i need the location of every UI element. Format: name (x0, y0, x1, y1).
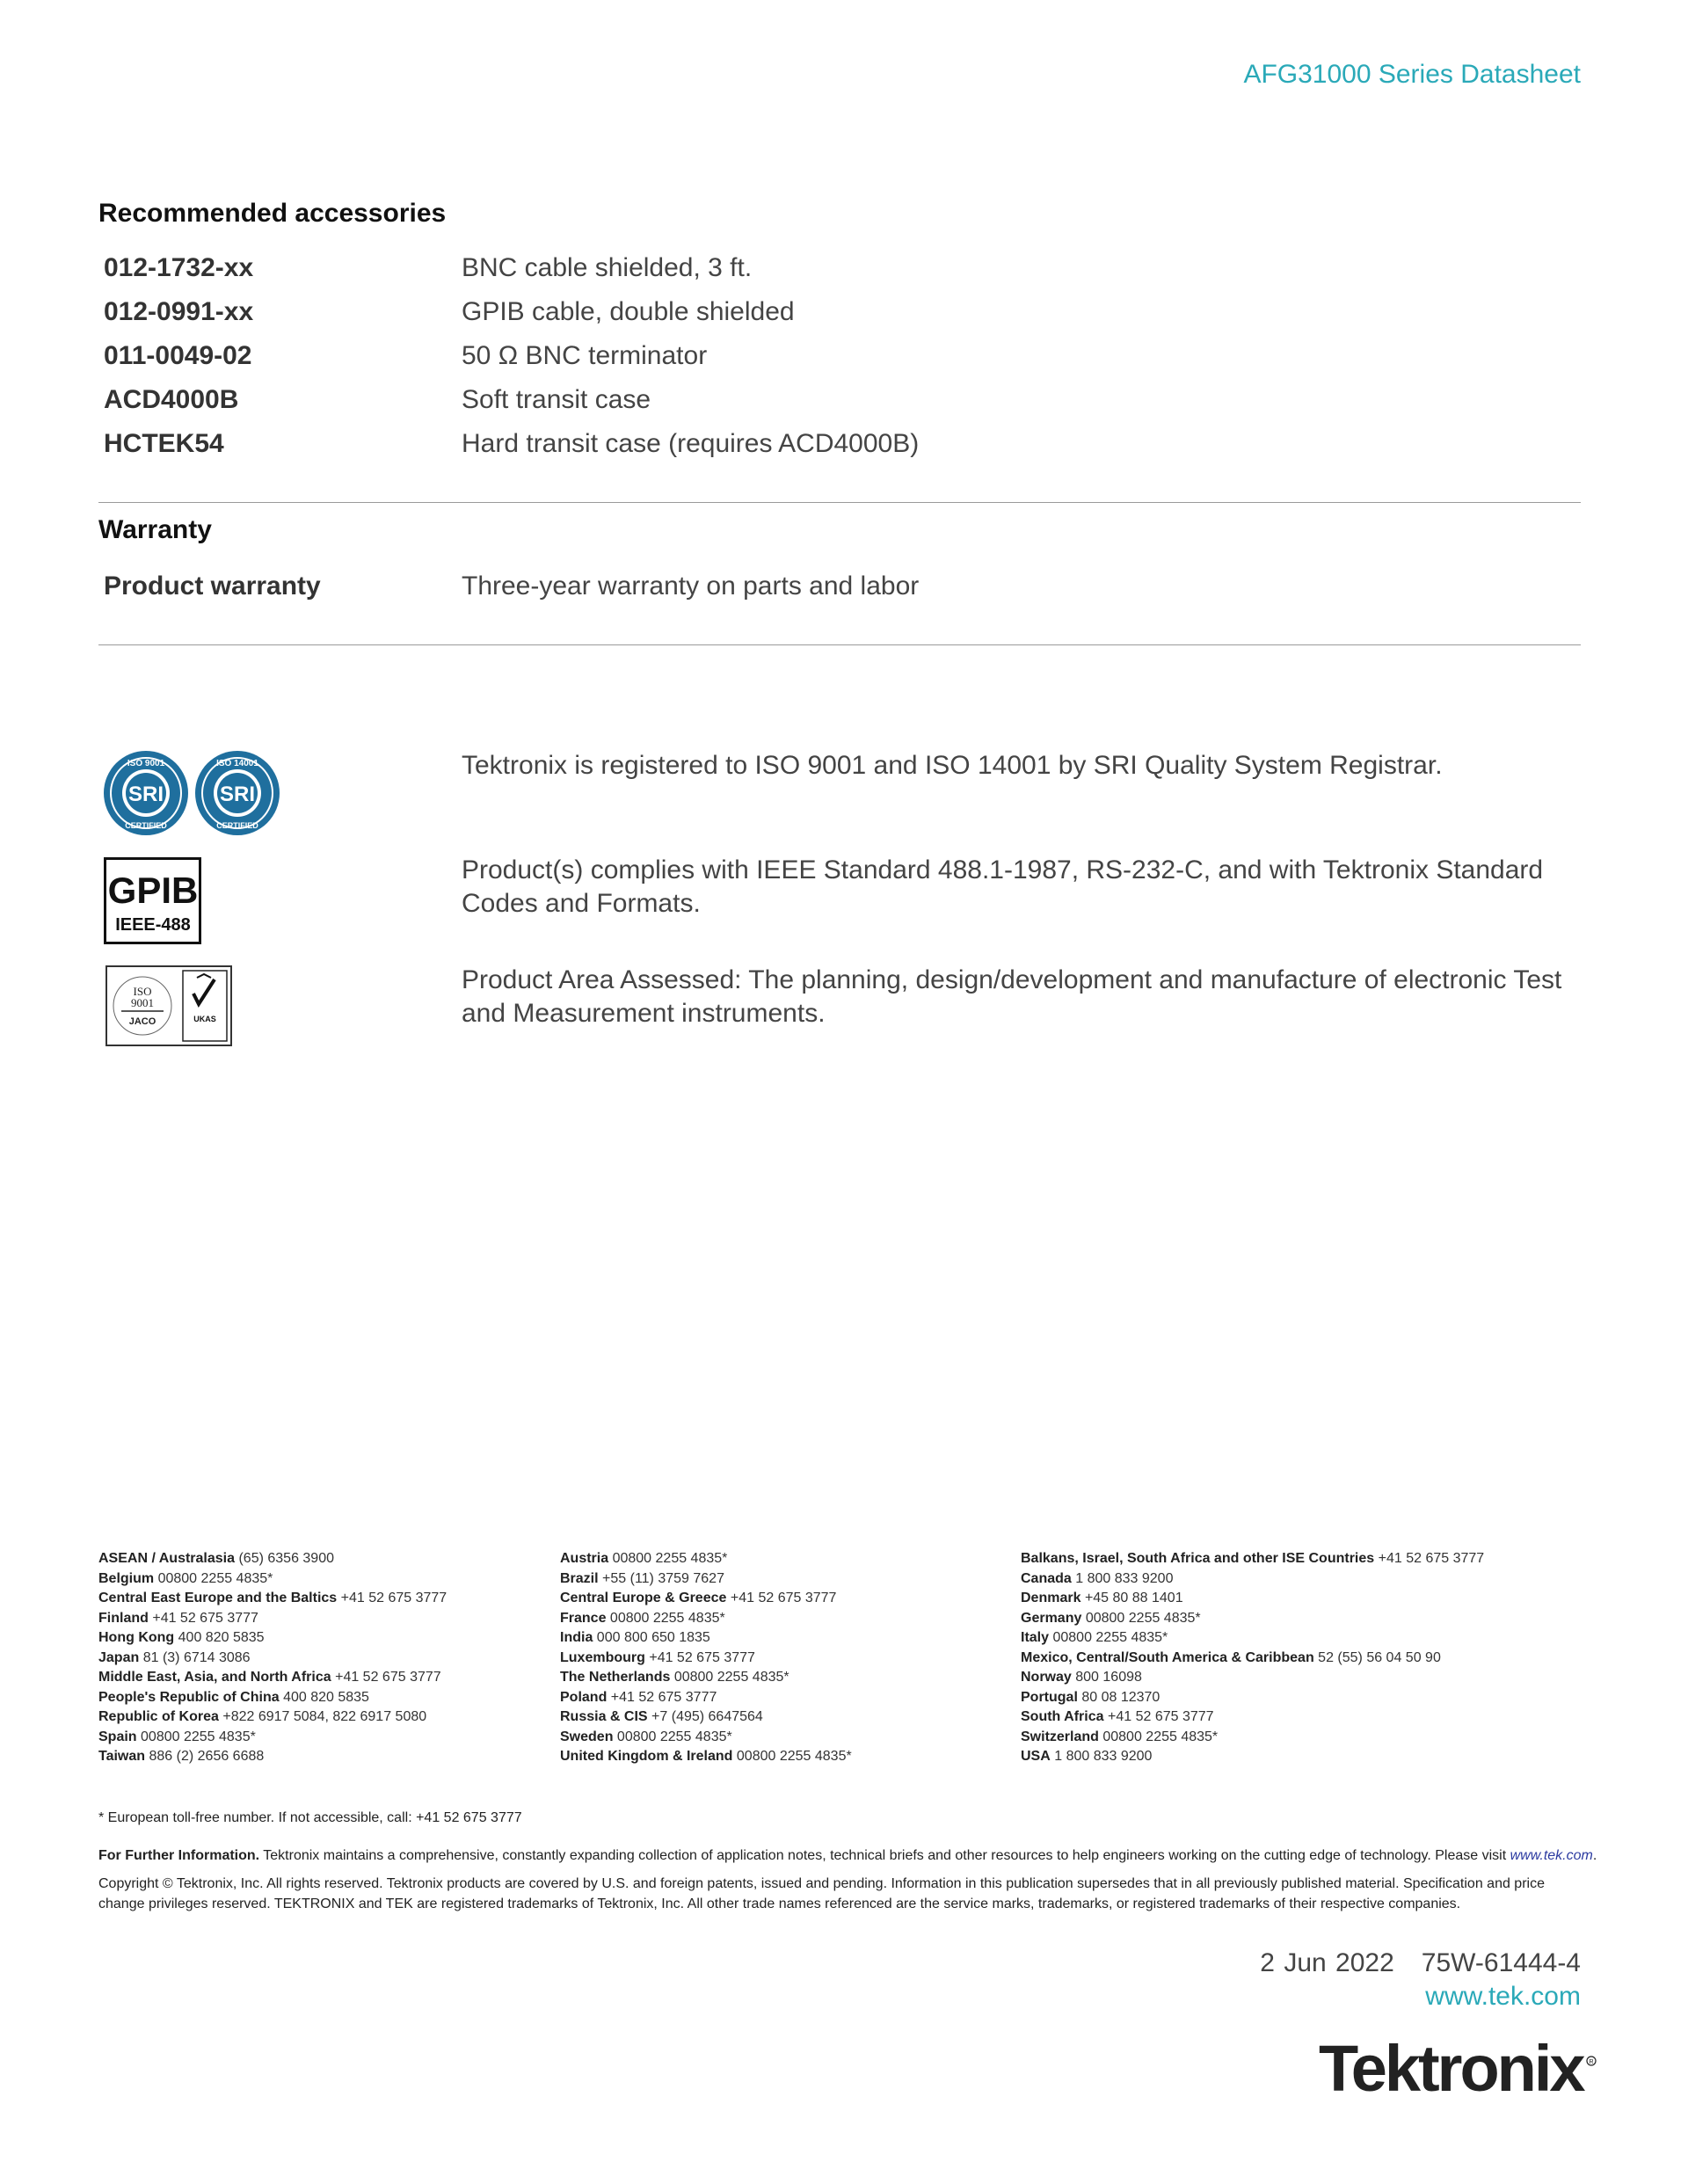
contact-region: Central East Europe and the Baltics (98, 1591, 338, 1605)
contact-entry (560, 1707, 852, 1728)
gpib-compliance-text: Product(s) complies with IEEE Standard 488.1-1987, RS-232-C, and with Tektronix Standard Codes and Formats. (462, 855, 1544, 918)
section-divider (98, 644, 1581, 645)
accessory-desc: 50 Ω BNC terminator (462, 341, 708, 370)
contact-region: Belgium (98, 1570, 155, 1586)
contact-entry (98, 1609, 447, 1629)
contact-region: Norway (1021, 1670, 1072, 1685)
ukas-badge-label: UKAS (193, 1015, 216, 1023)
copyright-notice: Copyright © Tektronix, Inc. All rights reserved. Tektronix products are covered by U.S. and foreign patents, issued and pending. Information in this publication supersedes that in all previously published material. Specification and price change privileges reserved. TEKTRONIX and TEK are registered trademarks of Tektronix, Inc. All other trade names referenced are the service marks, trademarks, or registered trademarks of their respective companies. (98, 1876, 1545, 1911)
sri-badge-2-bottom: CERTIFIED (216, 821, 258, 830)
contact-region: Hong Kong (98, 1630, 175, 1645)
contact-entry (1021, 1688, 1484, 1708)
contact-phone: +41 52 675 3777 (610, 1689, 717, 1705)
contact-phone: (65) 6356 3900 (238, 1551, 334, 1566)
contact-phone: 886 (2) 2656 6688 (149, 1749, 265, 1764)
contact-region: Central Europe & Greece (560, 1591, 727, 1605)
contact-entry (1021, 1668, 1484, 1688)
website-link[interactable]: www.tek.com (1425, 1982, 1581, 2011)
sri-badge-1-bottom: CERTIFIED (125, 821, 167, 830)
contact-entry (560, 1549, 852, 1569)
accessory-row (104, 246, 1598, 290)
contact-entry (560, 1628, 852, 1649)
gpib-badge-line2: IEEE-488 (115, 915, 191, 935)
accessory-row (104, 422, 1598, 466)
contact-region: Spain (98, 1729, 137, 1744)
sri-badge-1-top: ISO 9001 (127, 759, 165, 768)
iso-badge-number: 9001 (131, 996, 154, 1009)
warranty-value: Three-year warranty on parts and labor (462, 571, 920, 601)
contact-phone: 00800 2255 4835* (673, 1670, 789, 1685)
contact-region: Brazil (560, 1570, 599, 1586)
contact-phone: 00800 2255 4835* (736, 1749, 852, 1764)
contact-phone: 000 800 650 1835 (596, 1630, 710, 1645)
contact-phone: +41 52 675 3777 (335, 1670, 441, 1685)
contact-region: Germany (1021, 1610, 1082, 1626)
further-information-label: For Further Information. (98, 1848, 260, 1863)
contact-entry (98, 1649, 447, 1669)
contact-region: People's Republic of China (98, 1689, 280, 1705)
contacts-column-1 (98, 1549, 447, 1767)
contact-entry (98, 1589, 447, 1609)
contact-region: Poland (560, 1689, 608, 1705)
tektronix-logo (1319, 2033, 1598, 2101)
contact-entry (1021, 1728, 1484, 1748)
warranty-row (104, 564, 1598, 608)
contact-entry (98, 1707, 447, 1728)
contact-region: South Africa (1021, 1709, 1104, 1724)
gpib-badge-line1: GPIB (107, 870, 199, 911)
contact-phone: 1 800 833 9200 (1075, 1570, 1174, 1586)
contact-region: Russia & CIS (560, 1709, 648, 1724)
contact-phone: 400 820 5835 (283, 1689, 369, 1705)
accessory-code: 011-0049-02 (104, 341, 252, 370)
accessory-code: 012-0991-xx (104, 297, 254, 326)
contact-entry (1021, 1549, 1484, 1569)
accessory-desc: Hard transit case (requires ACD4000B) (462, 429, 920, 458)
contact-phone: 00800 2255 4835* (612, 1551, 728, 1566)
iso-badge-jaco: JACO (128, 1016, 156, 1027)
contact-entry (560, 1589, 852, 1609)
contact-entry (1021, 1589, 1484, 1609)
contact-phone: +7 (495) 6647564 (651, 1709, 763, 1724)
further-information: For Further Information. Tektronix maintains a comprehensive, constantly expanding collection of application notes, technical briefs and other resources to help engineers working on the cutting edge of technology. Please visit www.tek.com. (98, 1848, 1597, 1863)
contact-region: France (560, 1610, 607, 1626)
sri-badge-2-center: SRI (219, 783, 256, 806)
contact-phone: +55 (11) 3759 7627 (602, 1570, 724, 1586)
contact-phone: 800 16098 (1075, 1670, 1142, 1685)
contact-phone: +41 52 675 3777 (1107, 1709, 1214, 1724)
contact-region: Middle East, Asia, and North Africa (98, 1670, 331, 1685)
contact-region: Austria (560, 1551, 609, 1566)
contact-region: Switzerland (1021, 1729, 1099, 1744)
contact-entry (560, 1609, 852, 1629)
contact-region: Taiwan (98, 1749, 146, 1764)
contacts-column-3 (1021, 1549, 1484, 1767)
contact-region: Canada (1021, 1570, 1072, 1586)
contact-entry (560, 1569, 852, 1590)
contact-entry (560, 1668, 852, 1688)
contact-phone: 00800 2255 4835* (609, 1610, 725, 1626)
contact-region: Portugal (1021, 1689, 1078, 1705)
contact-phone: 00800 2255 4835* (616, 1729, 732, 1744)
accessory-code: ACD4000B (104, 385, 239, 414)
toll-free-footnote: * European toll-free number. If not accessible, call: +41 52 675 3777 (98, 1810, 522, 1825)
contact-region: Republic of Korea (98, 1709, 219, 1724)
contact-region: Balkans, Israel, South Africa and other ISE Countries (1021, 1551, 1375, 1566)
contact-entry (1021, 1628, 1484, 1649)
sri-badge-1-center: SRI (127, 783, 164, 806)
contact-phone: 400 820 5835 (178, 1630, 265, 1645)
contact-phone: +822 6917 5084, 822 6917 5080 (222, 1709, 427, 1724)
contact-region: USA (1021, 1749, 1051, 1764)
svg-text:R: R (1589, 2059, 1594, 2065)
contact-phone: 00800 2255 4835* (1102, 1729, 1219, 1744)
sri-certification-text: Tektronix is registered to ISO 9001 and ISO 14001 by SRI Quality System Registrar. (462, 751, 1443, 780)
accessories-heading: Recommended accessories (98, 199, 447, 228)
accessory-row (104, 378, 1598, 422)
contact-entry (98, 1668, 447, 1688)
sri-badge-2-top: ISO 14001 (216, 759, 258, 768)
contact-phone: +41 52 675 3777 (1378, 1551, 1485, 1566)
contact-entry (98, 1569, 447, 1590)
contact-phone: 80 08 12370 (1081, 1689, 1160, 1705)
contact-region: United Kingdom & Ireland (560, 1749, 733, 1764)
contact-entry (1021, 1609, 1484, 1629)
product-area-assessed-text: Product Area Assessed: The planning, design/development and manufacture of electronic Test and Measurement instruments. (462, 965, 1562, 1028)
accessory-row (104, 290, 1598, 334)
contact-region: Japan (98, 1649, 140, 1665)
contact-phone: 00800 2255 4835* (141, 1729, 256, 1744)
contact-region: Luxembourg (560, 1649, 645, 1665)
contact-phone: +41 52 675 3777 (730, 1591, 837, 1605)
gpib-ieee488-badge (104, 857, 202, 945)
contact-phone: +41 52 675 3777 (340, 1591, 447, 1605)
contact-region: The Netherlands (560, 1670, 671, 1685)
contact-phone: +41 52 675 3777 (649, 1649, 755, 1665)
accessory-row (104, 334, 1598, 378)
contact-entry (98, 1728, 447, 1748)
logo-wordmark: Tektronix (1319, 2033, 1583, 2101)
contact-phone: +41 52 675 3777 (152, 1610, 258, 1626)
contact-region: Mexico, Central/South America & Caribbean (1021, 1649, 1314, 1665)
contact-phone: 52 (55) 56 04 50 90 (1318, 1649, 1441, 1665)
contact-phone: 00800 2255 4835* (157, 1570, 273, 1586)
accessory-code: HCTEK54 (104, 429, 224, 458)
contact-entry (560, 1688, 852, 1708)
contact-entry (98, 1688, 447, 1708)
contact-entry (1021, 1707, 1484, 1728)
contact-entry (560, 1649, 852, 1669)
document-title: AFG31000 Series Datasheet (1243, 60, 1581, 89)
contact-region: ASEAN / Australasia (98, 1551, 236, 1566)
contact-entry (98, 1549, 447, 1569)
contact-entry (98, 1628, 447, 1649)
warranty-label: Product warranty (104, 571, 321, 601)
contact-region: Finland (98, 1610, 149, 1626)
contact-region: Sweden (560, 1729, 614, 1744)
accessory-desc: GPIB cable, double shielded (462, 297, 795, 326)
contact-entry (1021, 1649, 1484, 1669)
accessory-desc: Soft transit case (462, 385, 651, 414)
accessory-desc: BNC cable shielded, 3 ft. (462, 253, 753, 282)
contact-region: Denmark (1021, 1591, 1081, 1605)
contact-region: India (560, 1630, 593, 1645)
contact-region: Italy (1021, 1630, 1050, 1645)
contact-phone: +45 80 88 1401 (1084, 1591, 1183, 1605)
contact-entry (1021, 1747, 1484, 1767)
contact-entry (1021, 1569, 1484, 1590)
warranty-heading: Warranty (98, 515, 212, 544)
section-divider (98, 502, 1581, 503)
contacts-column-2 (560, 1549, 852, 1767)
sri-certified-badges (102, 749, 283, 837)
contact-entry (560, 1728, 852, 1748)
contact-phone: 00800 2255 4835* (1085, 1610, 1201, 1626)
contact-entry (98, 1747, 447, 1767)
iso-ukas-badge (106, 965, 232, 1046)
further-information-text: Tektronix maintains a comprehensive, constantly expanding collection of application notes, technical briefs and other resources to help engineers working on the cutting edge of technology. Please visit (263, 1848, 1507, 1863)
accessory-code: 012-1732-xx (104, 253, 254, 282)
contact-phone: 00800 2255 4835* (1052, 1630, 1168, 1645)
further-information-link[interactable]: www.tek.com (1510, 1848, 1593, 1863)
contact-phone: 81 (3) 6714 3086 (142, 1649, 251, 1665)
iso-badge-label: ISO (133, 985, 152, 998)
contact-entry (560, 1747, 852, 1767)
document-date-code: 2 Jun 2022 75W-61444-4 (1260, 1948, 1581, 1977)
contact-phone: 1 800 833 9200 (1054, 1749, 1153, 1764)
